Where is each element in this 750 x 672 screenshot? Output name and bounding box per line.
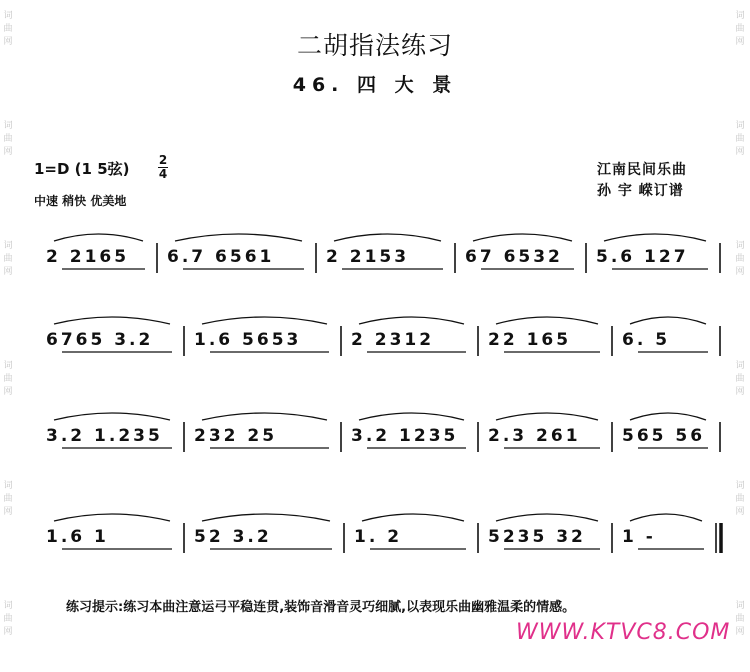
- measure-notes: 565 56: [622, 426, 706, 446]
- measure-notes: 1 -: [622, 527, 656, 547]
- watermark-text: 词曲网: [735, 121, 745, 157]
- watermark-text: 词曲网: [735, 241, 745, 277]
- watermark-text: 词曲网: [735, 361, 745, 397]
- watermark-text: 词曲网: [3, 11, 13, 47]
- slur-arc: [362, 514, 464, 521]
- slur-arc: [54, 317, 170, 324]
- watermark-text: 词曲网: [735, 481, 745, 517]
- measure-notes: 52 3.2: [194, 527, 272, 547]
- slur-arc: [473, 234, 572, 241]
- origin-label: 江南民间乐曲: [597, 162, 687, 178]
- measure-notes: 6. 5: [622, 330, 671, 350]
- practice-tip: 练习提示:练习本曲注意运弓平稳连贯,装饰音滑音灵巧细腻,以表现乐曲幽雅温柔的情感。: [66, 600, 576, 615]
- slur-arc: [359, 413, 464, 420]
- measure-notes: 5.6 127: [596, 247, 689, 267]
- measure-notes: 3.2 1.235: [46, 426, 163, 446]
- tempo-marking: 中速 稍快 优美地: [34, 194, 127, 208]
- site-watermark: WWW.KTVC8.COM: [516, 620, 731, 645]
- watermark-text: 词曲网: [3, 121, 13, 157]
- page-title: 二胡指法练习: [296, 31, 453, 60]
- key-signature: 1=D (1 5弦): [34, 160, 130, 178]
- watermark-text: 词曲网: [3, 241, 13, 277]
- slur-arc: [54, 514, 170, 521]
- measure-notes: 232 25: [194, 426, 278, 446]
- time-signature-top: 2: [158, 153, 168, 167]
- slur-arc: [54, 234, 143, 241]
- slur-arc: [496, 413, 598, 420]
- slur-arc: [630, 514, 702, 521]
- slur-arc: [202, 317, 327, 324]
- measure-notes: 2.3 261: [488, 426, 581, 446]
- piece-title: 46. 四 大 景: [292, 74, 458, 96]
- measure-notes: 2 2153: [326, 247, 410, 267]
- measure-notes: 1.6 1: [46, 527, 109, 547]
- measure-notes: 3.2 1235: [351, 426, 459, 446]
- measure-notes: 22 165: [488, 330, 572, 350]
- slur-arc: [630, 413, 706, 420]
- slur-arc: [496, 514, 598, 521]
- measure-notes: 1. 2: [354, 527, 403, 547]
- slur-arc: [202, 413, 327, 420]
- slur-arc: [604, 234, 706, 241]
- watermark-text: 词曲网: [3, 361, 13, 397]
- slur-arc: [175, 234, 302, 241]
- measure-notes: 2 2312: [351, 330, 435, 350]
- measure-notes: 1.6 5653: [194, 330, 302, 350]
- slur-arc: [630, 317, 706, 324]
- watermark-text: 词曲网: [735, 601, 745, 637]
- slur-arc: [202, 514, 330, 521]
- measure-notes: 6765 3.2: [46, 330, 154, 350]
- time-signature-bottom: 4: [158, 167, 168, 181]
- slur-arc: [496, 317, 598, 324]
- watermark-text: 词曲网: [3, 601, 13, 637]
- measure-notes: 67 6532: [465, 247, 563, 267]
- slur-arc: [359, 317, 464, 324]
- measure-notes: 2 2165: [46, 247, 130, 267]
- measure-notes: 5235 32: [488, 527, 586, 547]
- arranger-label: 孙 宇 嵘订谱: [597, 183, 684, 199]
- slur-arc: [334, 234, 441, 241]
- measure-notes: 6.7 6561: [167, 247, 275, 267]
- slur-arc: [54, 413, 170, 420]
- watermark-text: 词曲网: [3, 481, 13, 517]
- watermark-text: 词曲网: [735, 11, 745, 47]
